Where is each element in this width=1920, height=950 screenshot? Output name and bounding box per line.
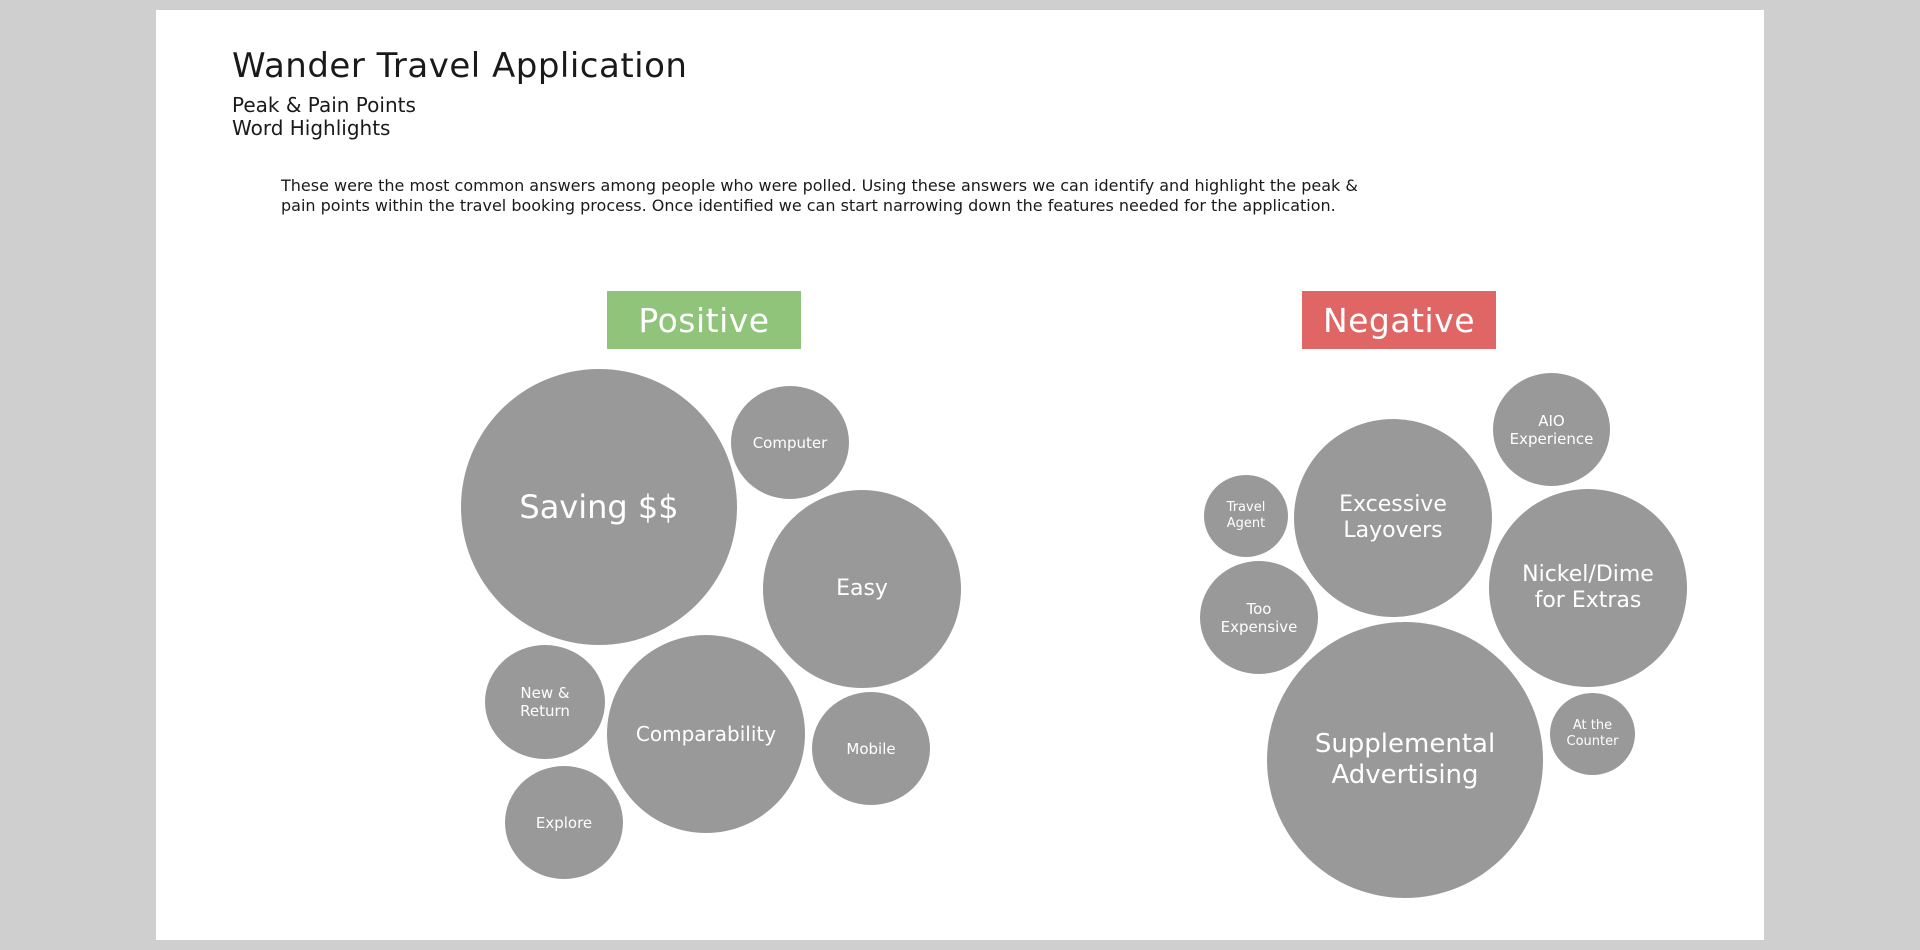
bubble-travel-agent: Travel Agent — [1204, 475, 1288, 557]
bubble-saving: Saving $$ — [461, 369, 737, 645]
page-subtitle — [232, 94, 416, 140]
bubble-too-expensive: Too Expensive — [1200, 561, 1318, 674]
page-title: Wander Travel Application — [232, 46, 688, 86]
bubble-computer: Computer — [731, 386, 849, 499]
negative-label: Negative — [1302, 291, 1496, 349]
slide-page — [156, 10, 1764, 940]
subtitle-line-1: Peak & Pain Points — [232, 93, 416, 117]
bubble-nickel-dime: Nickel/Dime for Extras — [1489, 489, 1687, 687]
description-text: These were the most common answers among people who were polled. Using these answers we can identify and highlight the peak & pain points within the travel booking process. Once identified we can start narrowing down the features needed for the application. — [281, 176, 1358, 215]
bubble-aio-experience: AIO Experience — [1493, 373, 1610, 486]
subtitle-line-2: Word Highlights — [232, 116, 391, 140]
bubble-comparability: Comparability — [607, 635, 805, 833]
bubble-explore: Explore — [505, 766, 623, 879]
bubble-at-the-counter: At the Counter — [1550, 693, 1635, 775]
bubble-excessive-layovers: Excessive Layovers — [1294, 419, 1492, 617]
bubble-mobile: Mobile — [812, 692, 930, 805]
bubble-easy: Easy — [763, 490, 961, 688]
positive-label: Positive — [607, 291, 801, 349]
bubble-new-return: New & Return — [485, 645, 605, 759]
bubble-supplemental-advertising: Supplemental Advertising — [1267, 622, 1543, 898]
